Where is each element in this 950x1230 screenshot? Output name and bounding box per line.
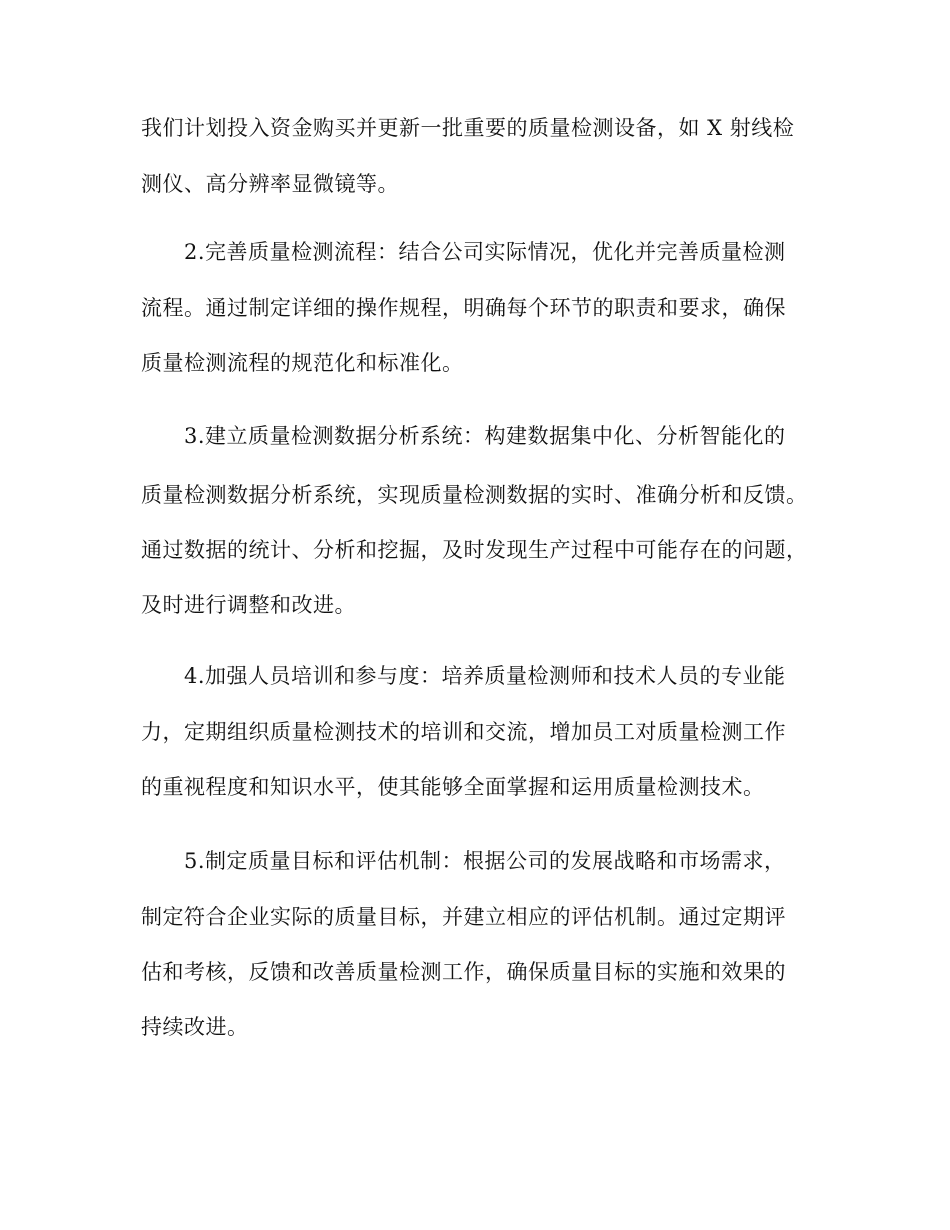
paragraph-line: 流程。通过制定详细的操作规程，明确每个环节的职责和要求，确保	[141, 296, 786, 320]
paragraph-line: 通过数据的统计、分析和挖掘，及时发现生产过程中可能存在的问题，	[141, 538, 808, 562]
paragraph-line: 质量检测流程的规范化和标准化。	[141, 351, 464, 375]
paragraph-line: 估和考核，反馈和改善质量检测工作，确保质量目标的实施和效果的	[141, 960, 786, 984]
paragraph-line: 我们计划投入资金购买并更新一批重要的质量检测设备，如 X 射线检	[141, 116, 795, 140]
list-item-4-line: 4.加强人员培训和参与度：培养质量检测师和技术人员的专业能	[184, 664, 786, 688]
paragraph-line: 持续改进。	[141, 1015, 249, 1039]
list-item-3-line: 3.建立质量检测数据分析系统：构建数据集中化、分析智能化的	[184, 424, 786, 448]
paragraph-line: 及时进行调整和改进。	[141, 593, 356, 617]
paragraph-line: 测仪、高分辨率显微镜等。	[141, 172, 399, 196]
paragraph-line: 制定符合企业实际的质量目标，并建立相应的评估机制。通过定期评	[141, 905, 786, 929]
list-item-2-line: 2.完善质量检测流程：结合公司实际情况，优化并完善质量检测	[184, 240, 786, 264]
paragraph-line: 力，定期组织质量检测技术的培训和交流，增加员工对质量检测工作	[141, 720, 786, 744]
list-item-5-line: 5.制定质量目标和评估机制：根据公司的发展战略和市场需求，	[184, 849, 786, 873]
paragraph-line: 质量检测数据分析系统，实现质量检测数据的实时、准确分析和反馈。	[141, 483, 808, 507]
paragraph-line: 的重视程度和知识水平，使其能够全面掌握和运用质量检测技术。	[141, 775, 765, 799]
